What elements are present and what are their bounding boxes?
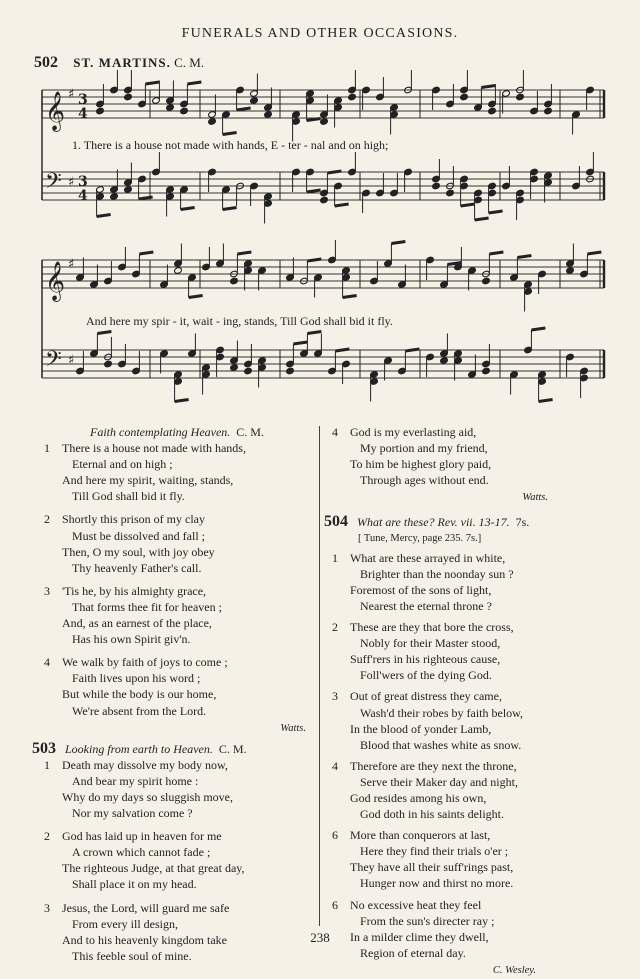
verse-line: And here my spirit, waiting, stands, <box>62 473 234 488</box>
verse <box>332 897 632 961</box>
hymn-502-title: Faith contemplating Heaven. <box>90 425 231 439</box>
note-beam <box>461 204 475 206</box>
note-beam <box>343 296 357 298</box>
note-beam <box>293 342 307 344</box>
tune-name: ST. MARTINS. <box>73 55 171 70</box>
time-signature-top: 3 <box>78 92 88 108</box>
time-signature-bottom: 4 <box>78 188 88 204</box>
verse-line: Shortly this prison of my clay <box>62 512 205 527</box>
note-head <box>320 196 329 204</box>
verse-line: Thy heavenly Father's call. <box>72 560 202 575</box>
hymn-504-tune-ref: [ Tune, Mercy, page 235. 7s.] <box>358 532 482 544</box>
verse <box>44 440 316 504</box>
note-head <box>230 364 239 372</box>
verse-line: Shall place it on my head. <box>72 877 197 892</box>
note-head <box>488 107 497 115</box>
verse-line: Brighter than the noonday sun ? <box>360 566 514 581</box>
verse-line: But while the body is our home, <box>62 687 217 702</box>
note-head <box>124 93 133 101</box>
verse-line: Hunger now and thirst no more. <box>360 876 514 891</box>
hymn-502-author: Watts. <box>280 722 306 734</box>
verse-line: No excessive heat they feel <box>350 897 482 912</box>
verse-line: Region of eternal day. <box>360 945 466 960</box>
note-head <box>446 189 455 197</box>
bass-clef: 𝄢 <box>45 169 62 199</box>
note-beam <box>327 171 341 173</box>
left-column <box>32 424 316 964</box>
key-signature-sharp: ♯ <box>68 175 75 190</box>
verse-line: From every ill design, <box>72 916 178 931</box>
note-beam <box>181 208 195 210</box>
bass-clef: 𝄢 <box>45 347 62 377</box>
page-header: FUNERALS AND OTHER OCCASIONS. <box>181 26 459 41</box>
note-beam <box>223 208 237 210</box>
note-head <box>124 186 133 194</box>
note-head <box>348 93 357 101</box>
verse-line: Foremost of the sons of light, <box>350 582 492 597</box>
music-score <box>0 0 640 420</box>
hymn-503-number: 503 <box>32 739 56 757</box>
note-beam <box>187 82 201 84</box>
verse-line: Nobly for their Master stood, <box>360 636 501 651</box>
note-beam <box>237 108 251 110</box>
verse-number: 6 <box>332 828 338 843</box>
verse-line: From the sun's directer ray ; <box>360 913 495 928</box>
note-beam <box>139 252 153 254</box>
lyric-line-2: And here my spir - it, wait - ing, stands, Till God shall bid it fly. <box>86 314 393 328</box>
verse-line: In the blood of yonder Lamb, <box>350 721 492 736</box>
note-head <box>96 107 105 115</box>
verse-number: 3 <box>332 689 338 704</box>
verse <box>44 654 316 718</box>
note-head <box>482 367 491 375</box>
verse-line: God has laid up in heaven for me <box>62 829 222 844</box>
column-divider <box>319 426 320 926</box>
verse-line: These are they that bore the cross, <box>350 620 514 635</box>
treble-clef: 𝄞 <box>45 91 66 131</box>
note-head <box>174 267 183 275</box>
hymn-503-author: Watts. <box>522 492 548 504</box>
note-beam <box>97 215 111 217</box>
verse-line: God doth in his saints delight. <box>360 807 504 822</box>
note-beam <box>237 252 251 254</box>
note-head <box>264 111 273 119</box>
note-beam <box>489 252 503 254</box>
verse-number: 1 <box>332 550 338 565</box>
note-head <box>320 118 329 126</box>
note-beam <box>97 332 111 334</box>
note-beam <box>481 86 495 88</box>
verse-line: More than conquerors at last, <box>350 828 491 843</box>
note-head <box>516 93 525 101</box>
verse-line: And bear my spirit home : <box>72 773 199 788</box>
hymn-503-title-line <box>32 741 316 757</box>
note-head <box>166 104 175 112</box>
verse-line: We walk by faith of joys to come ; <box>62 655 228 670</box>
note-beam <box>139 197 153 199</box>
verse-line: God resides among his own, <box>350 790 487 805</box>
note-beam <box>531 328 545 330</box>
note-beam <box>145 82 159 84</box>
hymn-504-title-line <box>324 514 632 530</box>
verse <box>44 757 316 821</box>
note-head <box>544 107 553 115</box>
verse-line: In a milder clime they dwell, <box>350 929 489 944</box>
verse <box>332 758 632 822</box>
note-beam <box>307 259 321 261</box>
hymn-502-meter: C. M. <box>236 425 264 439</box>
note-beam <box>223 133 237 135</box>
note-head <box>244 367 253 375</box>
verse-number: 2 <box>44 829 50 844</box>
verse <box>44 511 316 575</box>
note-beam <box>307 119 321 121</box>
verse-line: Through ages without end. <box>360 473 489 488</box>
verse-line: There is a house not made with hands, <box>62 441 246 456</box>
verse-line: And to his heavenly kingdom take <box>62 932 227 947</box>
note-beam <box>307 332 321 334</box>
hymn-title-line <box>44 424 316 440</box>
verse-number: 4 <box>332 425 338 439</box>
tune-number: 502 <box>34 54 58 71</box>
note-beam <box>405 349 419 351</box>
hymn-504-author: C. Wesley. <box>492 964 536 976</box>
verse-line: Blood that washes white as snow. <box>360 737 522 752</box>
verse-line: Till God shall bid it fly. <box>72 489 185 504</box>
verse-line: Then, O my soul, with joy obey <box>62 544 215 559</box>
treble-clef: 𝄞 <box>45 261 66 301</box>
hymn-504-number: 504 <box>324 513 348 531</box>
verse-line: Wash'd their robes by faith below, <box>360 705 524 720</box>
verse-line: This feeble soul of mine. <box>72 948 192 963</box>
verse-number: 4 <box>44 655 50 670</box>
hymn-503-verse-4 <box>332 424 632 506</box>
note-beam <box>475 218 489 220</box>
verse-line: A crown which cannot fade ; <box>72 845 211 860</box>
verse <box>332 619 632 683</box>
note-head <box>440 357 449 365</box>
note-beam <box>539 400 553 402</box>
verse-line: Nearest the eternal throne ? <box>360 598 492 613</box>
verse-line: Out of great distress they came, <box>350 689 502 704</box>
verse-line: Why do my days so sluggish move, <box>62 789 233 804</box>
note-head <box>230 277 239 285</box>
verse-line: Jesus, the Lord, will guard me safe <box>62 900 230 915</box>
verse-line: Has his own Spirit giv'n. <box>72 632 191 647</box>
tune-meter: C. M. <box>174 55 205 70</box>
verse-line: Here they find their trials o'er ; <box>360 844 509 859</box>
verse-number: 6 <box>332 897 338 912</box>
verse-number: 2 <box>44 512 50 527</box>
verse-line: Therefore are they next the throne, <box>350 758 517 773</box>
note-beam <box>335 349 349 351</box>
verse <box>332 827 632 891</box>
verse-line: That forms thee fit for heaven ; <box>72 599 222 614</box>
verse-line: The righteous Judge, at that great day, <box>62 861 245 876</box>
key-signature-sharp: ♯ <box>68 257 75 272</box>
verse-number: 1 <box>44 441 50 456</box>
note-beam <box>587 252 601 254</box>
note-head <box>180 107 189 115</box>
verse-line: To him be highest glory paid, <box>350 457 492 472</box>
time-signature-top: 3 <box>78 174 88 190</box>
hymn-503-meter: C. M. <box>218 741 247 756</box>
verse-line: God is my everlasting aid, <box>350 425 477 439</box>
note-head <box>110 193 119 201</box>
note-head <box>432 182 441 190</box>
hymn-504-meter: 7s. <box>515 515 530 530</box>
note-head <box>104 360 113 368</box>
verse <box>332 550 632 614</box>
verse-line: Nor my salvation come ? <box>72 806 193 821</box>
note-head <box>208 118 217 126</box>
note-head <box>566 267 575 275</box>
verse-line: My portion and my friend, <box>360 441 488 456</box>
note-beam <box>189 296 203 298</box>
note-beam <box>175 400 189 402</box>
key-signature-sharp: ♯ <box>68 87 75 102</box>
verse-line: Faith lives upon his word ; <box>72 671 201 686</box>
verse <box>44 583 316 647</box>
key-signature-sharp: ♯ <box>68 353 75 368</box>
lyric-line-1: 1. There is a house not made with hands, E - ter - nal and on high; <box>72 138 389 152</box>
verse-line: Suff'rers in his righteous cause, <box>350 652 501 667</box>
verse-number: 4 <box>332 758 338 773</box>
right-column <box>324 424 632 979</box>
verse-line: Foll'wers of the dying God. <box>360 668 492 683</box>
note-head <box>460 93 469 101</box>
note-beam <box>517 256 531 258</box>
verse-number: 3 <box>44 900 50 915</box>
verse-number: 2 <box>332 620 338 635</box>
hymn-503-title: Looking from earth to Heaven. <box>65 741 213 756</box>
verse-line: Serve their Maker day and night, <box>360 774 518 789</box>
hymn-504-verses <box>332 550 632 979</box>
note-beam <box>391 242 405 244</box>
verse-line: And, as an earnest of the place, <box>62 616 212 631</box>
verse-line: What are these arrayed in white, <box>350 550 506 565</box>
note-head <box>250 97 259 105</box>
verse <box>44 828 316 892</box>
note-head <box>482 277 491 285</box>
note-beam <box>307 190 321 192</box>
verse-line: They have all their suff'rings past, <box>350 860 514 875</box>
verse-line: Death may dissolve my body now, <box>62 757 228 772</box>
hymn-502-verses <box>44 440 316 737</box>
note-head <box>286 367 295 375</box>
verse-number: 1 <box>44 757 50 772</box>
hymn-504-title: What are these? Rev. vii. 13-17. <box>357 515 510 530</box>
verse-line: 'Tis he, by his almighty grace, <box>62 583 207 598</box>
note-beam <box>335 204 349 206</box>
verse <box>332 688 632 752</box>
time-signature-bottom: 4 <box>78 106 88 122</box>
verse-line: We're absent from the Lord. <box>72 703 207 718</box>
note-beam <box>489 211 503 213</box>
verse-number: 3 <box>44 583 50 598</box>
verse-line: Eternal and on high ; <box>72 457 173 472</box>
verse-line: Must be dissolved and fall ; <box>72 528 205 543</box>
page-number: 238 <box>310 930 330 945</box>
